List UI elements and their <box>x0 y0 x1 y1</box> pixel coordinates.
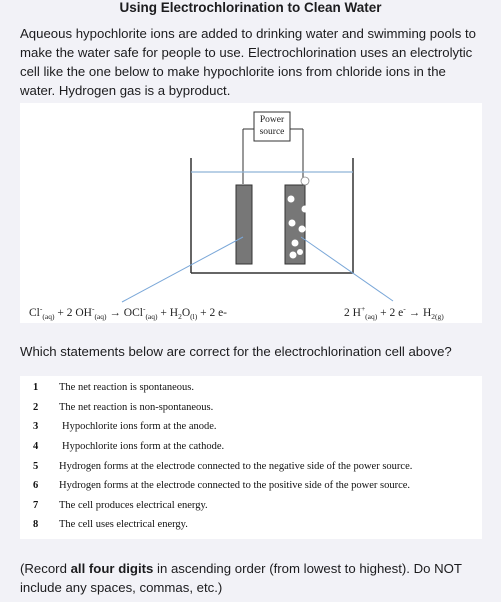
right-pointer-line <box>301 237 393 301</box>
gas-bubble <box>299 226 306 233</box>
gas-bubble <box>301 177 309 185</box>
answer-instructions: (Record all four digits in ascending order (from lowest to highest). Do NOT include any spaces, commas, etc.) <box>20 561 462 595</box>
statement-number: 3 <box>33 421 39 432</box>
statement-text: The cell uses electrical energy. <box>59 519 188 530</box>
left-pointer-line <box>122 237 243 302</box>
oxidation-half-equation: $Cl^-_{(aq)} + 2$ $OH^-_{(aq)} \to OCl^-_{(aq)} + H_2O_{(l)} + 2$ e- <box>29 304 228 322</box>
statement-text: Hydrogen forms at the electrode connected to the positive side of the power source. <box>59 480 411 491</box>
statement-text: The net reaction is spontaneous. <box>59 382 195 393</box>
gas-bubble <box>288 196 295 203</box>
statement-number: 5 <box>33 461 39 472</box>
gas-bubble <box>302 206 309 213</box>
reduction-half-equation: 2 $H^+_{(aq)} + 2$ $e^- \to H_{2(g)}$ <box>344 304 444 322</box>
question-text: Which statements below are correct for the electrochlorination cell above? <box>20 344 452 359</box>
intro-paragraph: Aqueous hypochlorite ions are added to drinking water and swimming pools to make the water safe for people to use. Electrochlorination uses an electrolytic cell like the one below to make hypochlorite ions from chloride ions in the water. Hydrogen gas is a byproduct. <box>20 26 476 98</box>
statement-text: The cell produces electrical energy. <box>59 500 208 511</box>
statement-text: Hydrogen forms at the electrode connected to the negative side of the power source. <box>59 461 413 472</box>
statement-number: 7 <box>33 500 39 511</box>
statement-number: 1 <box>33 382 39 393</box>
page-title: Using Electrochlorination to Clean Water <box>119 0 382 15</box>
statement-number: 6 <box>33 480 39 491</box>
electrolytic-cell-diagram <box>20 103 482 323</box>
statement-number: 2 <box>33 402 39 413</box>
gas-bubble <box>297 249 303 255</box>
gas-bubble <box>290 252 297 259</box>
gas-bubble <box>289 220 296 227</box>
left-electrode <box>236 185 252 264</box>
gas-bubble <box>292 240 299 247</box>
statement-number: 8 <box>33 519 39 530</box>
statement-text: Hypochlorite ions form at the anode. <box>62 421 217 432</box>
statement-text: The net reaction is non-spontaneous. <box>59 402 214 413</box>
statement-text: Hypochlorite ions form at the cathode. <box>62 441 225 452</box>
power-source-label: Power source <box>259 115 285 137</box>
statement-list <box>20 376 482 539</box>
statement-number: 4 <box>33 441 39 452</box>
